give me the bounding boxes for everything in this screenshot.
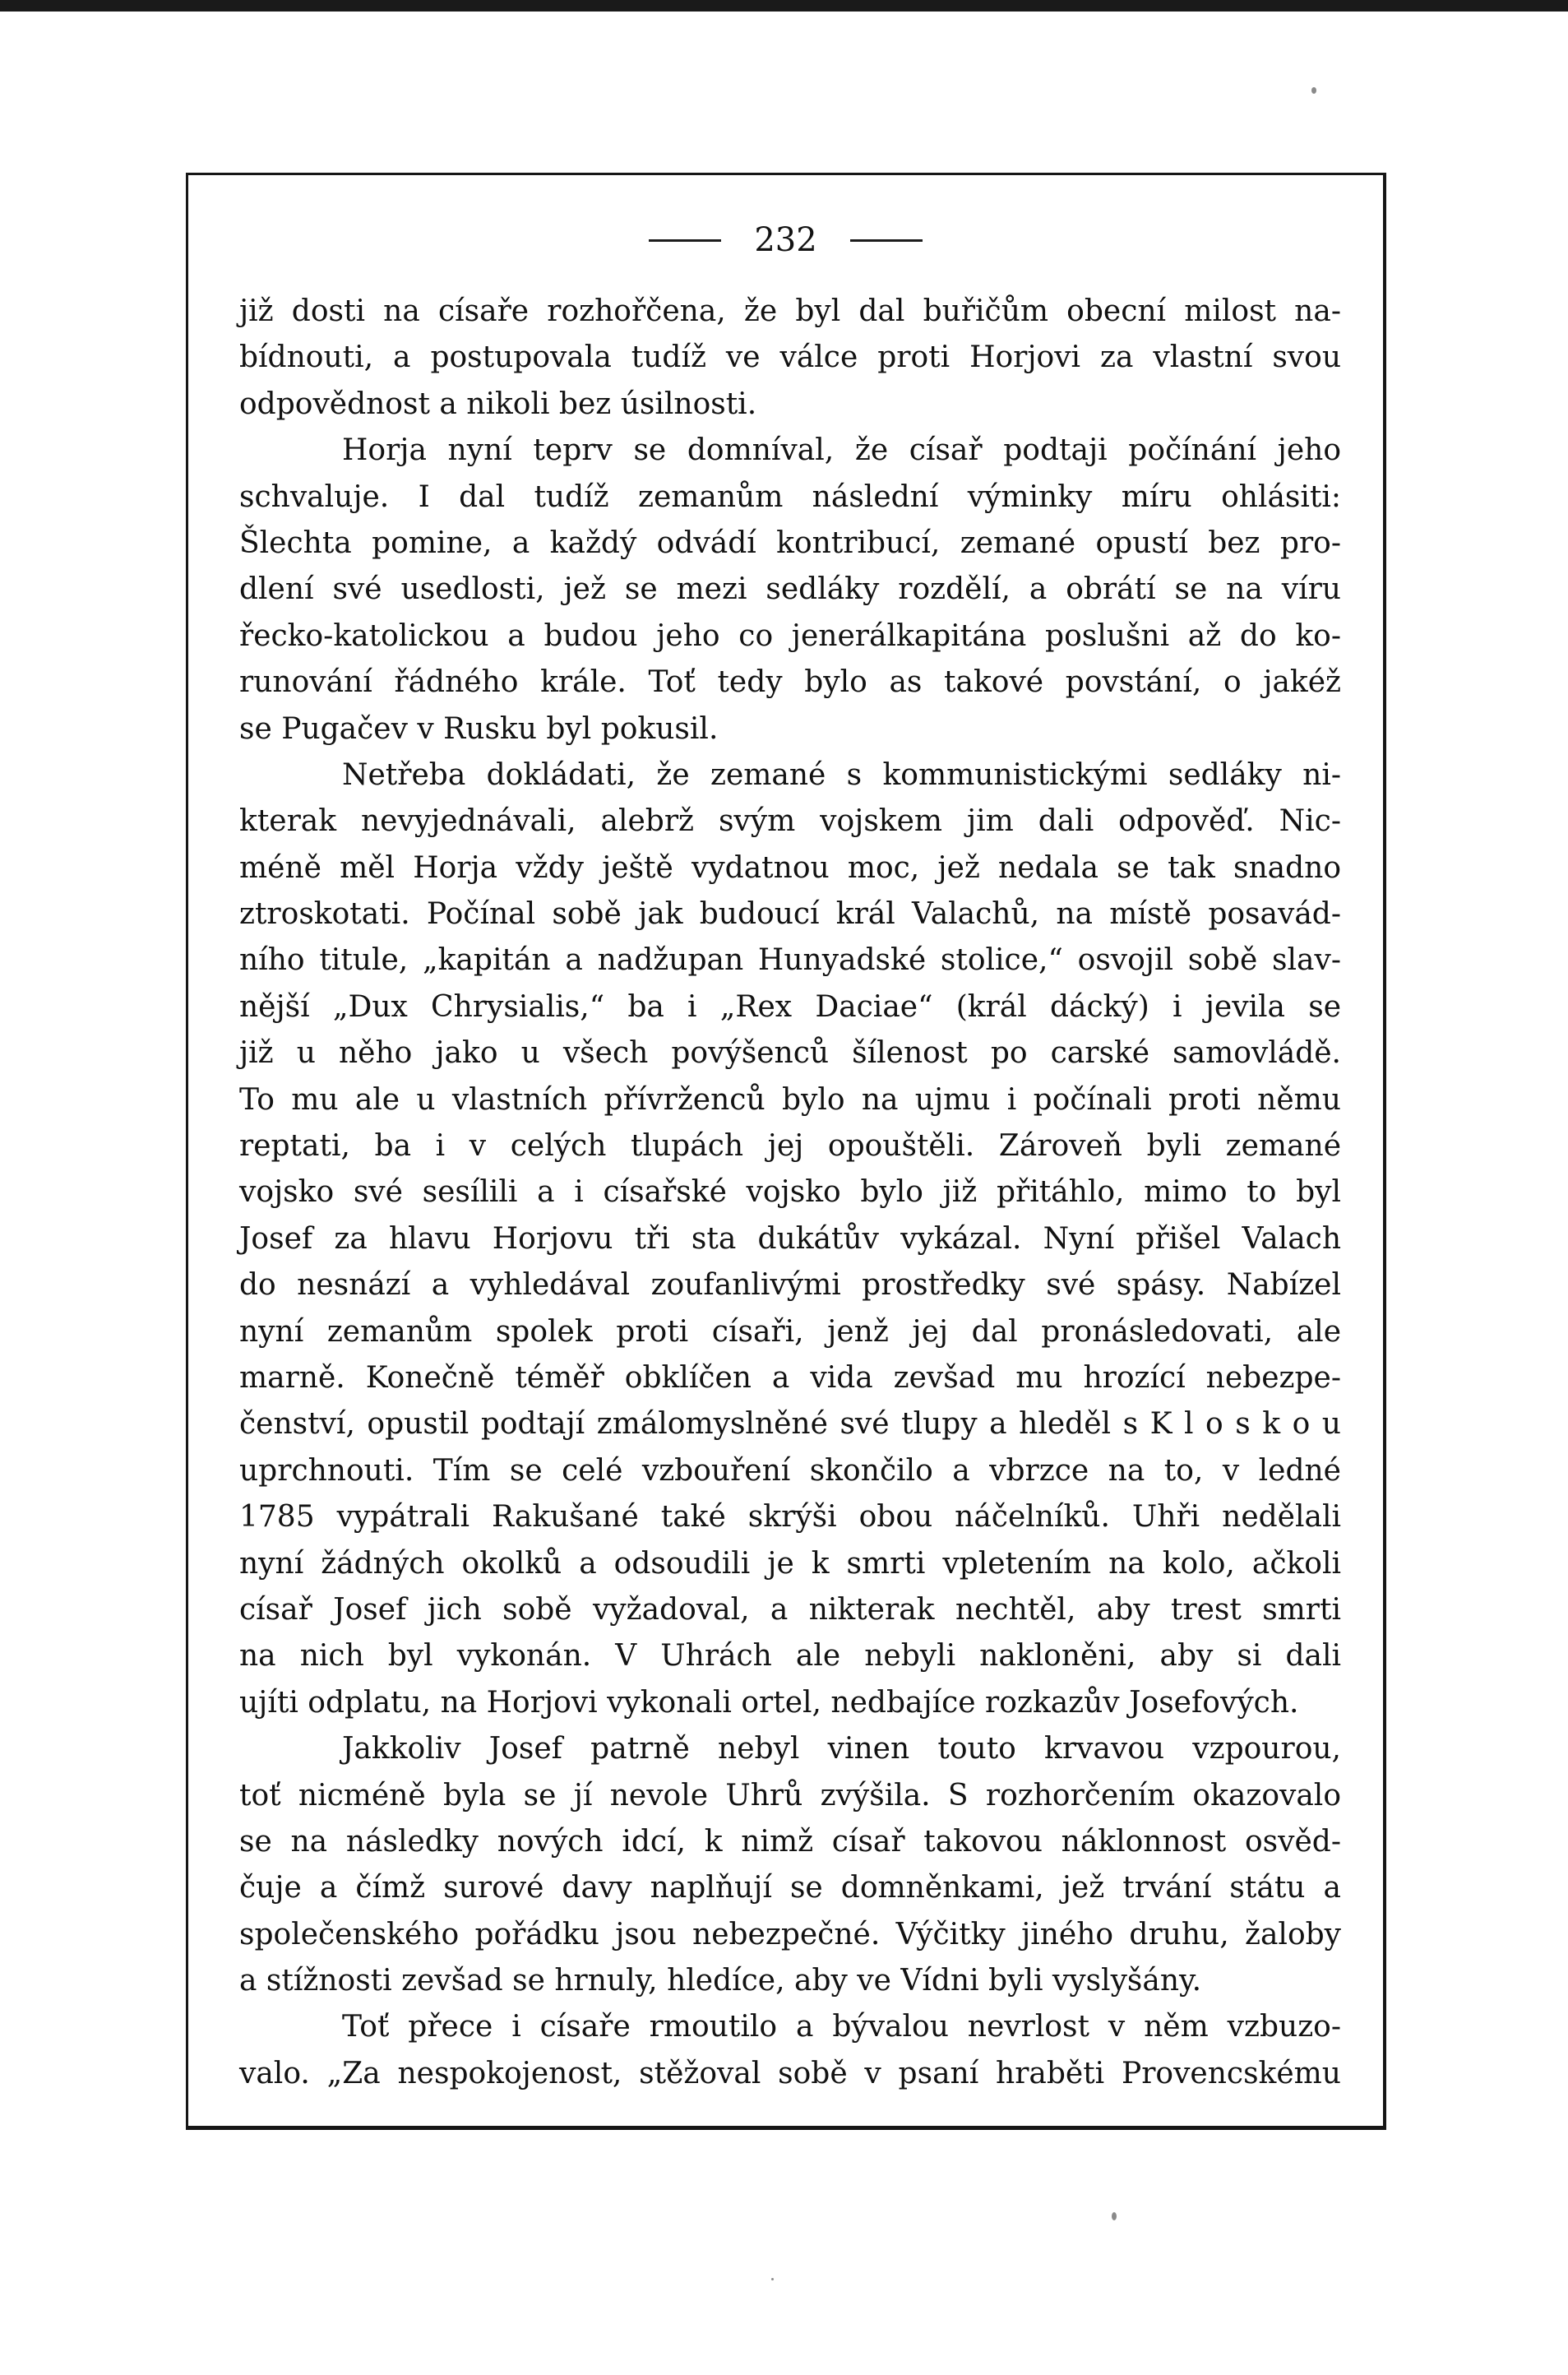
text-line: Toť přece i císaře rmoutilo a bývalou nevrlost v něm vzbuzo- xyxy=(342,2010,1341,2044)
scan-speck xyxy=(771,2278,774,2280)
text-line: Šlechta pomine, a každý odvádí kontribucí, zemané opustí bez pro- xyxy=(239,525,1341,560)
header-rule-left xyxy=(649,239,721,242)
text-line: se na následky nových idcí, k nimž císař takovou náklonnost osvěd- xyxy=(239,1824,1341,1859)
text-line: dlení své usedlosti, jež se mezi sedláky rozdělí, a obrátí se na víru xyxy=(239,572,1341,607)
text-line: Josef za hlavu Horjovu tři sta dukátův vykázal. Nyní přišel Valach xyxy=(239,1221,1341,1256)
header-rule-right xyxy=(850,239,923,242)
text-line: toť nicméně byla se jí nevole Uhrů zvýšila. S rozhorčením okazovalo xyxy=(239,1778,1341,1812)
scan-speck xyxy=(1112,2212,1117,2220)
text-line: císař Josef jich sobě vyžadoval, a nikterak nechtěl, aby trest smrti xyxy=(239,1592,1341,1627)
text-line: Horja nyní teprv se domníval, že císař podtaji počínání jeho xyxy=(342,433,1341,468)
text-line: a stížnosti zevšad se hrnuly, hledíce, aby ve Vídni byli vyslyšány. xyxy=(239,1964,1202,1998)
text-line: Netřeba dokládati, že zemané s kommunistickými sedláky ni- xyxy=(342,757,1341,792)
body-text xyxy=(239,289,1341,2097)
text-line: bídnouti, a postupovala tudíž ve válce proti Horjovi za vlastní svou xyxy=(239,340,1341,375)
text-line: společenského pořádku jsou nebezpečné. Výčitky jiného druhu, žaloby xyxy=(239,1917,1341,1951)
scan-edge xyxy=(0,0,1568,12)
text-line: uprchnouti. Tím se celé vzbouření skončilo a vbrzce na to, v ledné xyxy=(239,1453,1341,1488)
text-line: To mu ale u vlastních přívrženců bylo na ujmu i počínali proti němu xyxy=(239,1082,1341,1117)
text-line: na nich byl vykonán. V Uhrách ale nebyli nakloněni, aby si dali xyxy=(239,1639,1341,1674)
text-line: nyní zemanům spolek proti císaři, jenž jej dal pronásledovati, ale xyxy=(239,1314,1341,1349)
text-line: odpovědnost a nikoli bez úsilnosti. xyxy=(239,387,757,421)
text-line: nější „Dux Chrysialis,“ ba i „Rex Daciae“ (král dácký) i jevila se xyxy=(239,989,1341,1024)
scan-speck xyxy=(1311,87,1316,94)
text-line: runování řádného krále. Toť tedy bylo as takové povstání, o jakéž xyxy=(239,665,1341,700)
text-line: reptati, ba i v celých tlupách jej opouštěli. Zároveň byli zemané xyxy=(239,1129,1341,1164)
text-line: čuje a čímž surové davy naplňují se domněnkami, jež trvání státu a xyxy=(239,1871,1341,1905)
text-line: marně. Konečně téměř obklíčen a vida zevšad mu hrozící nebezpe- xyxy=(239,1360,1341,1395)
text-line: nyní žádných okolků a odsoudili je k smrti vpletením na kolo, ačkoli xyxy=(239,1546,1341,1581)
text-line: čenství, opustil podtají zmálomyslněné své tlupy a hleděl s K l o s k o u xyxy=(239,1407,1341,1442)
text-line: vojsko své sesílili a i císařské vojsko bylo již přitáhlo, mimo to byl xyxy=(239,1175,1341,1210)
text-line: méně měl Horja vždy ještě vydatnou moc, jež nedala se tak snadno xyxy=(239,850,1341,885)
text-line: kterak nevyjednávali, alebrž svým vojskem jim dali odpověď. Nic- xyxy=(239,804,1341,839)
text-line: schvaluje. I dal tudíž zemanům následní výminky míru ohlásiti: xyxy=(239,479,1341,514)
text-line: řecko-katolickou a budou jeho co jenerálkapitána poslušni až do ko- xyxy=(239,618,1341,653)
text-line: do nesnází a vyhledával zoufanlivými prostředky své spásy. Nabízel xyxy=(239,1268,1341,1303)
text-line: valo. „Za nespokojenost, stěžoval sobě v psaní hraběti Provencskému xyxy=(239,2056,1341,2090)
text-line: Jakkoliv Josef patrně nebyl vinen touto krvavou vzpourou, xyxy=(342,1732,1341,1766)
text-line: ujíti odplatu, na Horjovi vykonali ortel, nedbajíce rozkazův Josefových. xyxy=(239,1685,1299,1720)
text-line: již dosti na císaře rozhořčena, že byl dal buřičům obecní milost na- xyxy=(239,294,1341,328)
text-line: ztroskotati. Počínal sobě jak budoucí král Valachů, na místě posavád- xyxy=(239,897,1341,932)
text-line: se Pugačev v Rusku byl pokusil. xyxy=(239,711,719,746)
text-line: již u něho jako u všech povýšenců šílenost po carské samovládě. xyxy=(239,1036,1341,1071)
page-number: 232 xyxy=(754,221,817,259)
text-line: 1785 vypátrali Rakušané také skrýši obou náčelníků. Uhři nedělali xyxy=(239,1500,1341,1535)
text-line: ního titule, „kapitán a nadžupan Hunyadské stolice,“ osvojil sobě slav- xyxy=(239,943,1341,978)
page-header xyxy=(188,220,1383,260)
page-frame xyxy=(186,173,1386,2130)
